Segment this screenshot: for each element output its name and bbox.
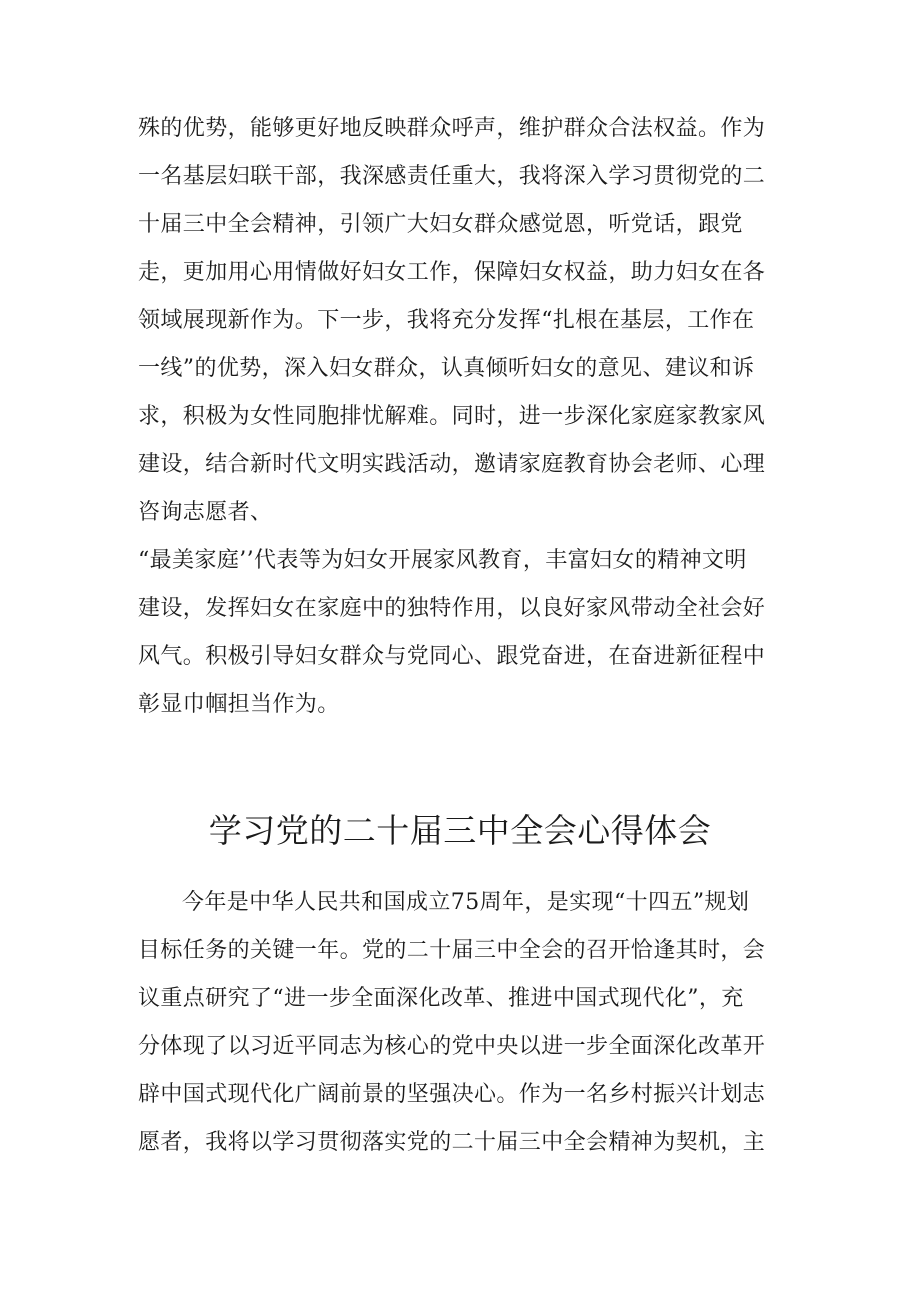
paragraph-line: 一名基层妇联干部，我深感责任重大，我将深入学习贯彻党的二 [138, 164, 766, 189]
paragraph-line: 目标任务的关键一年。党的二十届三中全会的召开恰逢其时，会 [138, 938, 766, 963]
paragraph-line: 建设，发挥妇女在家庭中的独特作用，以良好家风带动全社会好 [138, 596, 766, 621]
paragraph-line: 辟中国式现代化广阔前景的坚强决心。作为一名乡村振兴计划志 [138, 1082, 766, 1107]
paragraph-line: 求，积极为女性同胞排忧解难。同时，进一步深化家庭家教家风 [138, 404, 766, 429]
paragraph-line: 风气。积极引导妇女群众与党同心、跟党奋进，在奋进新征程中 [138, 644, 766, 669]
paragraph-line: 领域展现新作为。下一步，我将充分发挥“扎根在基层，工作在 [138, 308, 755, 333]
paragraph-line: 一线”的优势，深入妇女群众，认真倾听妇女的意见、建议和诉 [138, 356, 755, 381]
paragraph-line: 十届三中全会精神，引领广大妇女群众感觉恩，听党话，跟党 [138, 212, 743, 237]
paragraph-line: 咨询志愿者、 [138, 500, 273, 525]
paragraph-line: 建设，结合新时代文明实践活动，邀请家庭教育协会老师、心理 [138, 452, 766, 477]
paragraph-line: 走，更加用心用情做好妇女工作，保障妇女权益，助力妇女在各 [138, 260, 766, 285]
paragraph-line: 今年是中华人民共和国成立75周年，是实现“十四五”规划 [182, 890, 750, 915]
paragraph-line: 分体现了以习近平同志为核心的党中央以进一步全面深化改革开 [138, 1034, 766, 1059]
paragraph-line: 议重点研究了“进一步全面深化改革、推进中国式现代化”，充 [138, 986, 744, 1011]
paragraph-line: 彰显巾帼担当作为。 [138, 692, 340, 717]
section-title: 学习党的二十届三中全会心得体会 [208, 811, 712, 851]
paragraph-line: 愿者，我将以学习贯彻落实党的二十届三中全会精神为契机，主 [138, 1130, 766, 1155]
paragraph-line: “最美家庭’’代表等为妇女开展家风教育，丰富妇女的精神文明 [138, 548, 747, 573]
paragraph-line: 殊的优势，能够更好地反映群众呼声，维护群众合法权益。作为 [138, 116, 766, 141]
